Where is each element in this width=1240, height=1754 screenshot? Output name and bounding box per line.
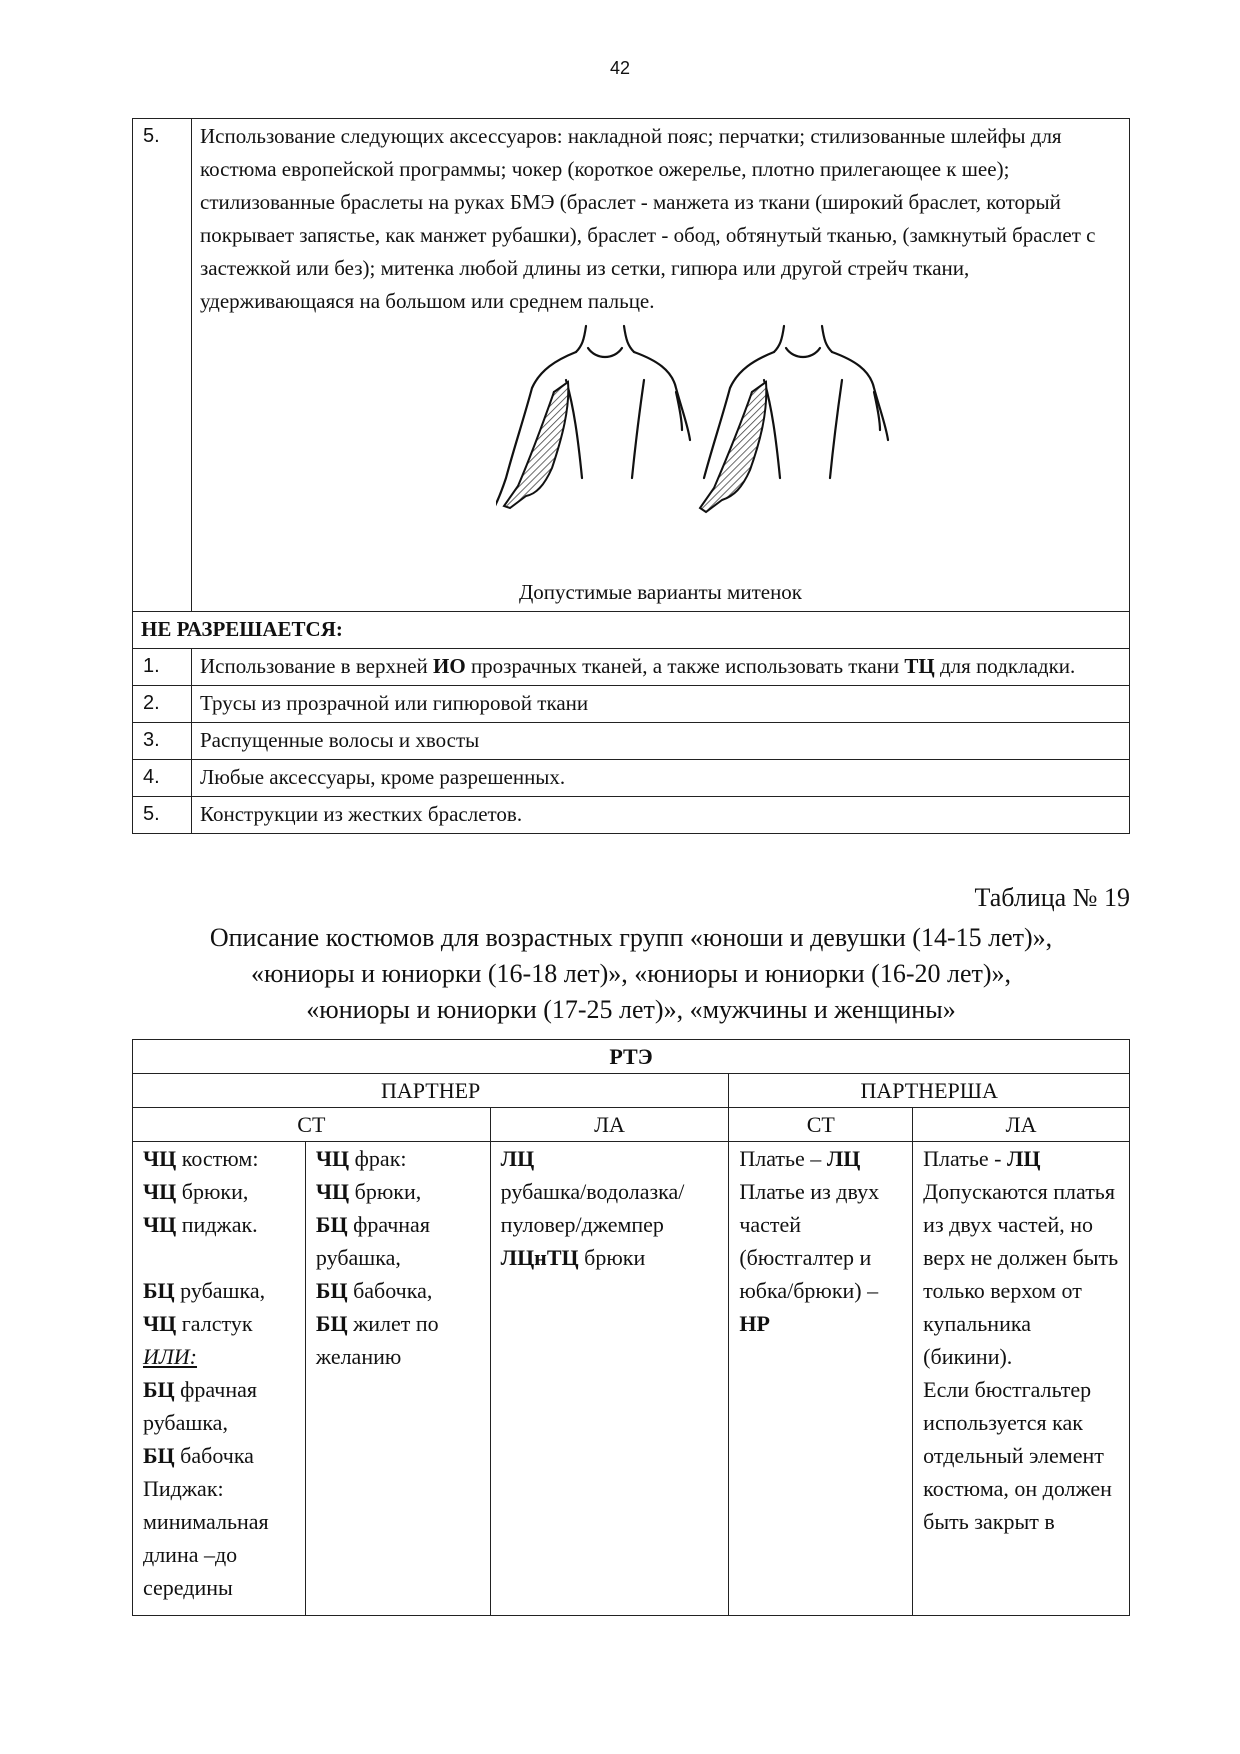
- rule-text: Любые аксессуары, кроме разрешенных.: [192, 760, 1130, 797]
- row-number: 2.: [133, 686, 192, 723]
- table-title-line-2: «юниоры и юниорки (16-18 лет)», «юниоры и юниорки (16-20 лет)»,: [250, 959, 1012, 988]
- table-title-line-1: Описание костюмов для возрастных групп «юноши и девушки (14-15 лет)»,: [209, 923, 1053, 952]
- table-row: [133, 1040, 1130, 1074]
- table-row: [133, 1108, 1130, 1142]
- row-number: 1.: [133, 649, 192, 686]
- table-title-line-3: «юниоры и юниорки (17-25 лет)», «мужчины и женщины»: [306, 995, 956, 1024]
- header-st-partnersha: СТ: [729, 1108, 913, 1142]
- cell-partnersha-st: Платье – ЛЦ Платье из двух частей (бюстгалтер и юбка/брюки) – НР: [729, 1142, 913, 1616]
- allowed-accessories-cell: [192, 119, 1130, 612]
- row-number: 5.: [133, 797, 192, 834]
- cell-partner-la: ЛЦ рубашка/водолазка/ пуловер/джемпер ЛЦнТЦ брюки: [490, 1142, 729, 1616]
- rule-text: Трусы из прозрачной или гипюровой ткани: [192, 686, 1130, 723]
- rule-text: Использование в верхней ИО прозрачных тканей, а также использовать ткани ТЦ для подкладки.: [192, 649, 1130, 686]
- header-st-partner: СТ: [133, 1108, 491, 1142]
- header-la-partner: ЛА: [490, 1108, 729, 1142]
- table-row: [133, 723, 1130, 760]
- page-number: 42: [609, 58, 631, 78]
- header-partnersha: ПАРТНЕРША: [729, 1074, 1130, 1108]
- not-allowed-header: [133, 612, 1130, 649]
- table-row: [133, 797, 1130, 834]
- mitten-illustration: [496, 318, 916, 568]
- table-row: [133, 119, 1130, 612]
- header-rte: [133, 1040, 1130, 1074]
- table-row: [133, 612, 1130, 649]
- header-partner: ПАРТНЕР: [133, 1074, 729, 1108]
- cell-partner-st-suit: ЧЦ костюм: ЧЦ брюки, ЧЦ пиджак. БЦ рубашка, ЧЦ галстук ИЛИ: БЦ фрачная рубашка, БЦ бабочка Пиджак: минимальная длина –до середины: [133, 1142, 306, 1616]
- table-row: [133, 760, 1130, 797]
- rule-text: Распущенные волосы и хвосты: [192, 723, 1130, 760]
- table-row: [133, 649, 1130, 686]
- rule-text: Конструкции из жестких браслетов.: [192, 797, 1130, 834]
- mitten-figure: [200, 318, 1121, 576]
- row-number: 4.: [133, 760, 192, 797]
- not-allowed-title: НЕ РАЗРЕШАЕТСЯ:: [141, 617, 343, 641]
- table-row: [133, 1142, 1130, 1616]
- table-number: Таблица № 19: [974, 883, 1130, 912]
- table-row: [133, 1074, 1130, 1108]
- table-row: [133, 686, 1130, 723]
- header-la-partnersha: ЛА: [913, 1108, 1130, 1142]
- row-number: 5.: [133, 119, 192, 612]
- rules-table-continued: [132, 118, 1130, 834]
- costume-table: [132, 1039, 1130, 1616]
- row-number: 3.: [133, 723, 192, 760]
- figure-caption: Допустимые варианты митенок: [518, 580, 803, 604]
- cell-partner-st-tailcoat: ЧЦ фрак: ЧЦ брюки, БЦ фрачная рубашка, БЦ бабочка, БЦ жилет по желанию: [305, 1142, 490, 1616]
- allowed-accessories-text: Использование следующих аксессуаров: накладной пояс; перчатки; стилизованные шлейфы для костюма европейской программы; чокер (короткое ожерелье, плотно прилегающее к шее); стилизованные браслеты на руках БМЭ (браслет - манжета из ткани (широкий браслет, который покрывает запястье, как манжет рубашки), браслет - обод, обтянутый тканью, (замкнутый браслет с застежкой или без); митенка любой длины из сетки, гипюра или другой стрейч ткани, удерживающаяся на большом или среднем пальце.: [200, 124, 1096, 313]
- header-rte-label: РТЭ: [609, 1044, 653, 1069]
- cell-partnersha-la: Платье - ЛЦ Допускаются платья из двух частей, но верх не должен быть только верхом от купальника (бикини). Если бюстгальтер используется как отдельный элемент костюма, он должен быть закрыт в: [913, 1142, 1130, 1616]
